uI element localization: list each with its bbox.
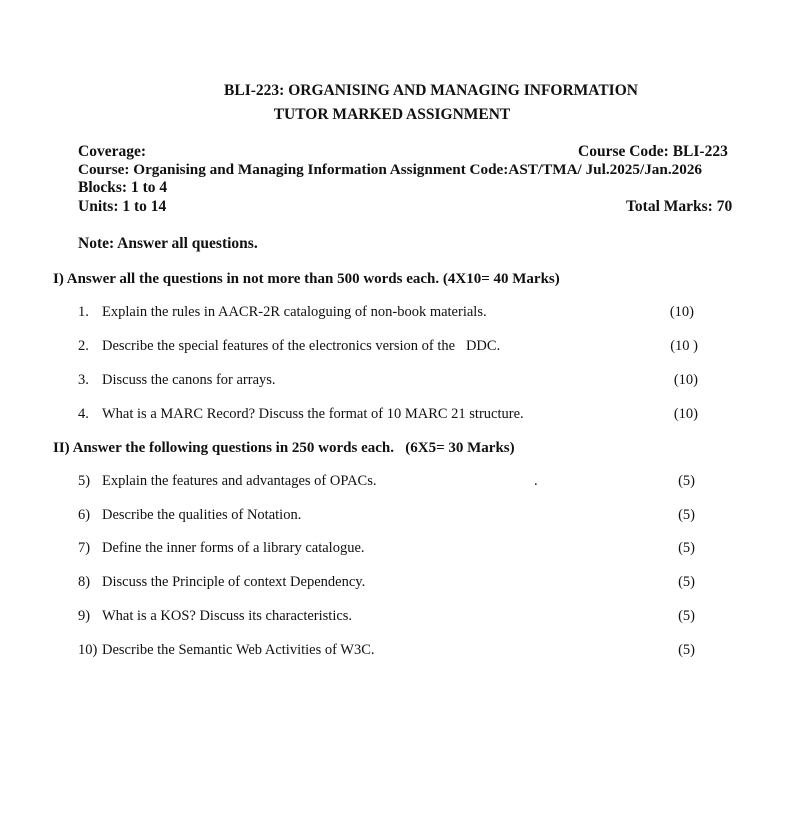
question-text: Discuss the canons for arrays. bbox=[102, 372, 276, 388]
question-marks: (10) bbox=[673, 406, 698, 422]
document-subtitle: TUTOR MARKED ASSIGNMENT bbox=[273, 106, 511, 123]
question-number: 3. bbox=[78, 372, 89, 388]
question-text: Explain the rules in AACR-2R cataloguing of non-book materials. bbox=[102, 304, 487, 320]
question-marks: (5) bbox=[678, 473, 695, 489]
coverage-label: Coverage: bbox=[78, 143, 146, 160]
question-number: 9) bbox=[78, 608, 91, 624]
question-text: Describe the Semantic Web Activities of W3C. bbox=[102, 642, 375, 658]
course-line: Course: Organising and Managing Information Assignment Code:AST/TMA/ Jul.2025/Jan.2026 bbox=[78, 161, 703, 178]
question-marks: (5) bbox=[678, 540, 695, 556]
question-text: Describe the qualities of Notation. bbox=[102, 507, 302, 523]
question-number: 4. bbox=[78, 406, 89, 422]
units-line: Units: 1 to 14 bbox=[78, 198, 167, 215]
question-marks: (5) bbox=[678, 507, 695, 523]
question-number: 10) bbox=[78, 642, 98, 658]
question-number: 7) bbox=[78, 540, 91, 556]
blocks-line: Blocks: 1 to 4 bbox=[78, 179, 168, 196]
question-marks: (10 ) bbox=[670, 338, 698, 354]
note-line: Note: Answer all questions. bbox=[78, 235, 258, 252]
question-text: Define the inner forms of a library catalogue. bbox=[102, 540, 365, 556]
stray-dot: . bbox=[534, 473, 538, 489]
question-number: 2. bbox=[78, 338, 89, 354]
question-text: What is a KOS? Discuss its characteristics. bbox=[102, 608, 353, 624]
question-marks: (5) bbox=[678, 608, 695, 624]
question-marks: (10) bbox=[669, 304, 694, 320]
question-text: Describe the special features of the electronics version of the DDC. bbox=[102, 338, 501, 354]
total-marks: Total Marks: 70 bbox=[626, 198, 733, 215]
question-marks: (10) bbox=[673, 372, 698, 388]
question-marks: (5) bbox=[678, 642, 695, 658]
section-heading: I) Answer all the questions in not more than 500 words each. (4X10= 40 Marks) bbox=[53, 271, 560, 287]
course-code: Course Code: BLI-223 bbox=[578, 143, 728, 160]
question-number: 1. bbox=[78, 304, 89, 320]
question-number: 8) bbox=[78, 574, 91, 590]
question-text: Discuss the Principle of context Dependency. bbox=[102, 574, 366, 590]
question-text: What is a MARC Record? Discuss the format of 10 MARC 21 structure. bbox=[102, 406, 524, 422]
section-heading: II) Answer the following questions in 250 words each. (6X5= 30 Marks) bbox=[53, 440, 515, 456]
document-title: BLI-223: ORGANISING AND MANAGING INFORMATION bbox=[224, 82, 638, 99]
question-marks: (5) bbox=[678, 574, 695, 590]
question-number: 6) bbox=[78, 507, 91, 523]
question-text: Explain the features and advantages of OPACs. bbox=[102, 473, 377, 489]
question-number: 5) bbox=[78, 473, 91, 489]
